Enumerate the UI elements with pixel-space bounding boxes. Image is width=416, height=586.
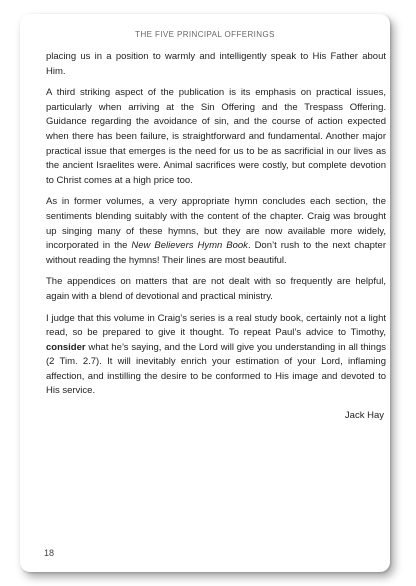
paragraph-4: The appendices on matters that are not dealt with so frequently are helpful, again with a blend of devotional and practical ministry. [46,276,386,302]
paragraph-3-text-start: As in former volumes, a very appropriate hymn concludes each section, the sentiments blending suitably with the content of the chapter. Craig was brought up singing many of these hymns, but they are now available more widely, incorporated in the [46,196,386,252]
running-head: THE FIVE PRINCIPAL OFFERINGS [135,30,275,39]
paragraph-5-text-start: I judge that this volume in Craig’s series is a real study book, certainly not a light read, so be prepared to give it thought. To repeat Paul’s advice to Timothy, [46,312,386,339]
paragraph-5 [46,312,386,400]
page-number: 18 [44,548,55,558]
body-text [46,50,386,431]
paragraph-3-text-end: . Don’t rush to the next chapter without reading the hymns! Their lines are most beautiful. [46,240,386,266]
paragraph-3 [46,195,386,268]
paragraph-1: placing us in a position to warmly and intelligently speak to His Father about Him. [46,51,386,77]
hymn-book-title: New Believers Hymn Book [131,240,248,252]
book-page [20,14,390,572]
paragraph-2: A third striking aspect of the publication is its emphasis on practical issues, particularly when arriving at the Sin Offering and the Trespass Offering. Guidance regarding the avoidance of sin, and the course of action expected when there has been failure, is straightforward and fundamental. Another major practical issue that emerges is the need for us to be as sacrificial in our lives as the ancient Israelites were. Animal sacrifices were costly, but complete devotion to Christ comes at a high price too. [46,87,386,186]
paragraph-5-text-end: what he’s saying, and the Lord will give you understanding in all things (2 Tim. 2.7). It will inevitably enrich your estimation of your Lord, inflaming affection, and instilling the desire to be conformed to His image and devoted to His service. [46,341,386,397]
author-signature: Jack Hay [344,410,384,422]
emphasis-consider: consider [46,341,86,353]
